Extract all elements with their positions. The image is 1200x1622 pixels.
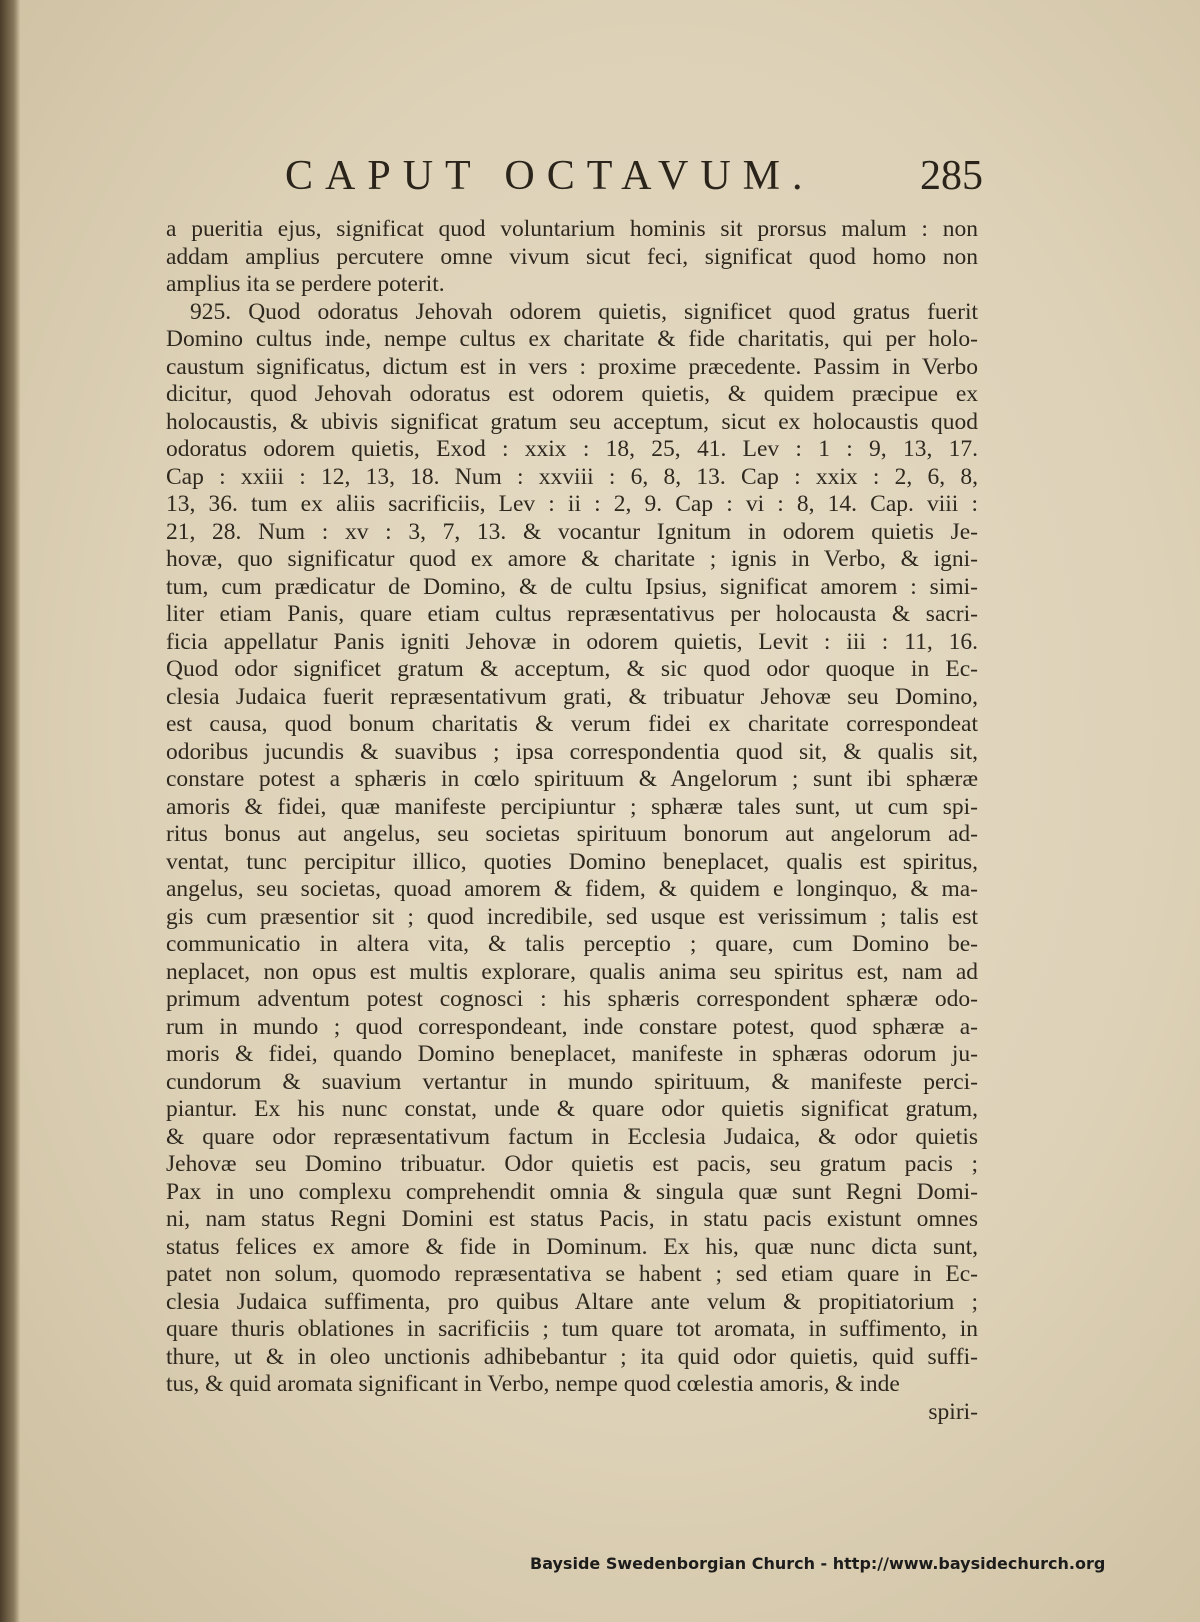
text-line: holocaustis, & ubivis significat gratum seu acceptum, sicut ex holocaustis quod bbox=[166, 408, 978, 435]
catchword: spiri- bbox=[928, 1398, 978, 1425]
text-line: 21, 28. Num : xv : 3, 7, 13. & vocantur Ignitum in odorem quietis Je- bbox=[166, 518, 978, 545]
text-line: primum adventum potest cognosci : his sphæris correspondent sphæræ odo- bbox=[166, 986, 978, 1012]
text-line: gis cum præsentior sit ; quod incredibile, sed usque est verissimum ; talis est bbox=[166, 903, 978, 930]
watermark-text: Bayside Swedenborgian Church - http://www.baysidechurch.org bbox=[530, 1554, 1106, 1573]
text-line: odoratus odorem quietis, Exod : xxix : 18, 25, 41. Lev : 1 : 9, 13, 17. bbox=[166, 436, 978, 462]
text-line: Cap : xxiii : 12, 13, 18. Num : xxviii : 6, 8, 13. Cap : xxix : 2, 6, 8, bbox=[166, 463, 978, 490]
page-header bbox=[0, 152, 1200, 212]
text-line: constare potest a sphæris in cœlo spirituum & Angelorum ; sunt ibi sphæræ bbox=[166, 766, 978, 792]
text-line: neplacet, non opus est multis explorare, qualis anima seu spiritus est, nam ad bbox=[166, 958, 978, 985]
text-line: odoribus jucundis & suavibus ; ipsa correspondentia quod sit, & qualis sit, bbox=[166, 738, 978, 765]
text-line: addam amplius percutere omne vivum sicut feci, significat quod homo non bbox=[166, 243, 978, 270]
text-line: hovæ, quo significatur quod ex amore & charitate ; ignis in Verbo, & igni- bbox=[166, 546, 978, 572]
text-line: a pueritia ejus, significat quod voluntarium hominis sit prorsus malum : non bbox=[166, 216, 978, 242]
text-line: cundorum & suavium vertantur in mundo spirituum, & manifeste perci- bbox=[166, 1068, 978, 1095]
text-line: tus, & quid aromata significant in Verbo, nempe quod cœlestia amoris, & inde bbox=[166, 1371, 900, 1397]
text-line: communicatio in altera vita, & talis perceptio ; quare, cum Domino be- bbox=[166, 931, 978, 957]
text-line: liter etiam Panis, quare etiam cultus repræsentativus per holocausta & sacri- bbox=[166, 601, 978, 627]
text-line: amplius ita se perdere poterit. bbox=[166, 271, 445, 297]
text-line: ritus bonus aut angelus, seu societas spirituum bonorum aut angelorum ad- bbox=[166, 821, 978, 847]
text-line: thure, ut & in oleo unctionis adhibebantur ; ita quid odor quietis, quid suffi- bbox=[166, 1343, 978, 1370]
text-line: Quod odor significet gratum & acceptum, & sic quod odor quoque in Ec- bbox=[166, 656, 978, 682]
text-line: quare thuris oblationes in sacrificiis ; tum quare tot aromata, in suffimento, in bbox=[166, 1316, 978, 1342]
page-gutter-shadow bbox=[0, 0, 20, 1622]
text-line: patet non solum, quomodo repræsentativa se habent ; sed etiam quare in Ec- bbox=[166, 1261, 978, 1287]
text-line: est causa, quod bonum charitatis & verum fidei ex charitate correspondeat bbox=[166, 711, 978, 737]
text-line: ni, nam status Regni Domini est status Pacis, in statu pacis existunt omnes bbox=[166, 1206, 978, 1232]
text-line: 13, 36. tum ex aliis sacrificiis, Lev : ii : 2, 9. Cap : vi : 8, 14. Cap. viii : bbox=[166, 491, 978, 517]
text-line: rum in mundo ; quod correspondeant, inde constare potest, quod sphæræ a- bbox=[166, 1013, 978, 1040]
text-line: ventat, tunc percipitur illico, quoties Domino beneplacet, qualis est spiritus, bbox=[166, 848, 978, 875]
text-line: tum, cum prædicatur de Domino, & de cultu Ipsius, significat amorem : simi- bbox=[166, 573, 978, 600]
text-line: amoris & fidei, quæ manifeste percipiuntur ; sphæræ tales sunt, ut cum spi- bbox=[166, 793, 978, 820]
running-title: CAPUT OCTAVUM. bbox=[285, 153, 815, 199]
text-line: status felices ex amore & fide in Dominum. Ex his, quæ nunc dicta sunt, bbox=[166, 1233, 978, 1260]
text-line: Pax in uno complexu comprehendit omnia & singula quæ sunt Regni Domi- bbox=[166, 1178, 978, 1205]
text-line: caustum significatus, dictum est in vers : proxime præcedente. Passim in Verbo bbox=[166, 353, 978, 380]
text-line: clesia Judaica fuerit repræsentativum grati, & tribuatur Jehovæ seu Domino, bbox=[166, 683, 978, 710]
text-line: 925. Quod odoratus Jehovah odorem quietis, significet quod gratus fuerit bbox=[190, 298, 978, 325]
page-number: 285 bbox=[920, 153, 983, 199]
text-line: clesia Judaica suffimenta, pro quibus Altare ante velum & propitiatorium ; bbox=[166, 1288, 978, 1315]
text-line: piantur. Ex his nunc constat, unde & quare odor quietis significat gratum, bbox=[166, 1096, 978, 1122]
text-line: Domino cultus inde, nempe cultus ex charitate & fide charitatis, qui per holo- bbox=[166, 326, 978, 352]
text-line: & quare odor repræsentativum factum in Ecclesia Judaica, & odor quietis bbox=[166, 1123, 978, 1150]
text-line: moris & fidei, quando Domino beneplacet, manifeste in sphæras odorum ju- bbox=[166, 1041, 978, 1067]
body-text bbox=[166, 216, 978, 1426]
text-line: dicitur, quod Jehovah odoratus est odorem quietis, & quidem præcipue ex bbox=[166, 381, 978, 407]
text-line: angelus, seu societas, quoad amorem & fidem, & quidem e longinquo, & ma- bbox=[166, 876, 978, 902]
text-line: Jehovæ seu Domino tribuatur. Odor quietis est pacis, seu gratum pacis ; bbox=[166, 1151, 978, 1177]
text-line: ficia appellatur Panis igniti Jehovæ in odorem quietis, Levit : iii : 11, 16. bbox=[166, 628, 978, 655]
